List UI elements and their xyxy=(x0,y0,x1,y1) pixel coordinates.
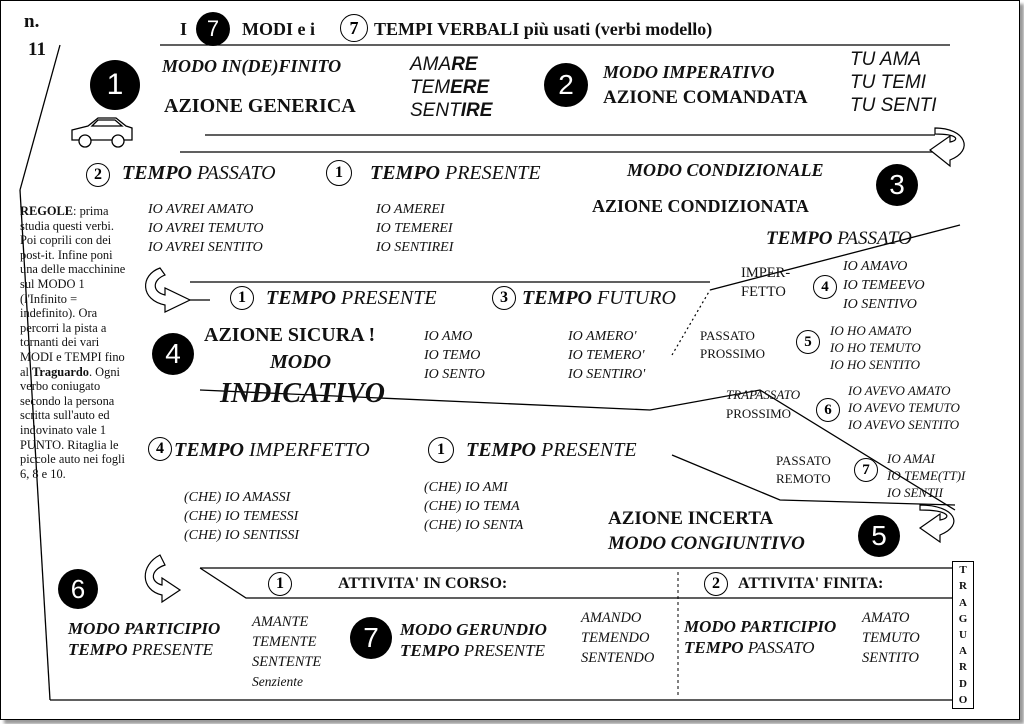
verb-item: TEMENDO xyxy=(581,630,650,646)
participio-title: MODO PARTICIPIO xyxy=(68,619,221,638)
mode-imperativo-title: MODO IMPERATIVO xyxy=(603,62,775,82)
verb-item: (CHE) IO TEMESSI xyxy=(184,509,299,524)
verb-item: IO TEMERO' xyxy=(568,348,645,363)
title-part2: MODI e i xyxy=(242,19,315,39)
infinito-verbs-list xyxy=(410,53,492,122)
mode-infinito-action: AZIONE GENERICA xyxy=(164,95,356,117)
indicativo-title2: INDICATIVO xyxy=(220,378,385,409)
verb-item: IO AVEVO AMATO xyxy=(848,383,951,398)
mode-infinito-title: MODO IN(DE)FINITO xyxy=(162,56,342,76)
tense-header: TEMPO PASSATO xyxy=(122,162,276,184)
congiuntivo-title: MODO CONGIUNTIVO xyxy=(608,533,805,554)
verb-item: AMARE xyxy=(410,54,478,75)
congiuntivo-imperfetto-verbs xyxy=(184,488,299,545)
finish-letter: A xyxy=(959,596,967,609)
finish-letter: O xyxy=(958,693,968,706)
participio-verbs xyxy=(252,612,321,692)
passato-remoto-verbs xyxy=(887,450,965,501)
verb-item: TEMERE xyxy=(410,77,490,98)
tense-number-badge: 7 xyxy=(854,458,878,482)
verb-item: TU AMA xyxy=(850,49,922,70)
finish-letter: D xyxy=(959,677,967,690)
activity-number-badge: 1 xyxy=(268,572,292,596)
mode-number-badge: 1 xyxy=(90,60,140,110)
verb-item: TU TEMI xyxy=(850,72,926,93)
tense-header: TEMPO IMPERFETTO xyxy=(174,439,370,461)
verb-item: IO HO TEMUTO xyxy=(830,340,921,355)
verb-item: IO AVREI AMATO xyxy=(148,202,254,217)
activity-ongoing-label: ATTIVITA' IN CORSO: xyxy=(338,575,508,592)
imperativo-verbs-list xyxy=(850,48,937,117)
gerundio-tense: TEMPO PRESENTE xyxy=(400,641,545,660)
mode-imperativo-action: AZIONE COMANDATA xyxy=(603,87,808,108)
verb-item: TEMENTE xyxy=(252,634,317,650)
imperfetto-verbs xyxy=(843,257,925,314)
verb-item: (CHE) IO AMASSI xyxy=(184,490,291,505)
verb-item: IO AMEREI xyxy=(376,202,445,217)
verb-item: IO SENTIVO xyxy=(843,297,917,312)
tense-header: TEMPO FUTURO xyxy=(522,287,676,309)
trapassato-prossimo-label: TRAPASSATO PROSSIMO xyxy=(726,387,801,421)
verb-item: SENTITO xyxy=(862,650,919,666)
finish-letter: G xyxy=(958,612,968,625)
participio-passato-verbs xyxy=(862,608,920,668)
mode-condizionale-action: AZIONE CONDIZIONATA xyxy=(592,196,809,216)
tense-header: TEMPO PRESENTE xyxy=(370,162,541,184)
finish-letter: R xyxy=(959,661,967,674)
tense-number-badge: 6 xyxy=(816,398,840,422)
mode-number-badge: 7 xyxy=(350,617,392,659)
tense-number-badge: 1 xyxy=(230,286,254,310)
verb-item: IO SENTIREI xyxy=(376,240,454,255)
verb-item: IO AMERO' xyxy=(568,329,637,344)
mode-condizionale-title: MODO CONDIZIONALE xyxy=(627,160,824,180)
verb-item: (CHE) IO SENTISSI xyxy=(184,528,300,543)
past-header: TEMPO PASSATO xyxy=(766,228,912,249)
verb-item: AMANDO xyxy=(581,610,642,626)
participio-passato-tense: TEMPO PASSATO xyxy=(684,638,815,657)
page-number: 11 xyxy=(28,39,46,60)
mode-number-badge: 2 xyxy=(544,63,588,107)
verb-item: IO TEME(TT)I xyxy=(887,468,966,483)
tenses-count-badge: 7 xyxy=(340,14,368,42)
indicativo-title1: MODO xyxy=(270,351,332,373)
condizionale-present-verbs xyxy=(376,200,453,257)
rules-text: REGOLE: prima studia questi verbi. Poi coprili con dei post-it. Infine poni una delle macchinine sul MODO 1 (l'Infinito = indefinito). Ora percorri la pista a tornanti dei vari MODI e TEMPI fino al Traguardo. Ogni verbo coniugato secondo la persona scritta sull'auto ed indovinato vale 1 PUNTO. Ritaglia le piccole auto nei fogli 6, 8 e 10. xyxy=(20,204,126,481)
verb-item: IO AVEVO SENTITO xyxy=(848,417,960,432)
condizionale-past-verbs xyxy=(148,200,263,257)
title-part1: I xyxy=(180,19,188,39)
congiuntivo-present-verbs xyxy=(424,478,523,535)
tense-number-badge: 1 xyxy=(428,437,454,463)
participio-passato-title: MODO PARTICIPIO xyxy=(684,617,837,636)
car-icon xyxy=(72,118,132,147)
verb-item: SENTENDO xyxy=(581,650,655,666)
mode-number-badge: 5 xyxy=(858,515,900,557)
verb-item: TEMUTO xyxy=(862,630,920,646)
gerundio-verbs xyxy=(581,608,654,668)
tense-number-badge: 1 xyxy=(326,160,352,186)
finish-letter: A xyxy=(959,645,967,658)
trapassato-prossimo-verbs xyxy=(848,382,960,433)
tense-header: TEMPO PRESENTE xyxy=(466,439,637,461)
modes-count-badge: 7 xyxy=(196,12,230,46)
verb-item: IO AMAVO xyxy=(843,259,908,274)
mode-number-badge: 3 xyxy=(876,164,918,206)
finish-line-box xyxy=(952,561,974,709)
verb-item: Senziente xyxy=(252,674,303,689)
gerundio-title: MODO GERUNDIO xyxy=(400,620,547,639)
passato-prossimo-label: PASSATO PROSSIMO xyxy=(700,328,766,361)
verb-item: SENTIRE xyxy=(410,100,493,121)
verb-item: (CHE) IO TEMA xyxy=(424,499,520,514)
participio-tense: TEMPO PRESENTE xyxy=(68,640,213,659)
indicativo-action: AZIONE SICURA ! xyxy=(204,324,376,346)
verb-item: IO AVEVO TEMUTO xyxy=(848,400,960,415)
tense-number-badge: 2 xyxy=(86,163,110,187)
imperfetto-label: IMPER- FETTO xyxy=(741,265,791,300)
verb-item: SENTENTE xyxy=(252,654,322,670)
tense-number-badge: 4 xyxy=(813,275,837,299)
mode-number-badge: 4 xyxy=(152,333,194,375)
verb-item: IO SENTII xyxy=(887,485,943,500)
passato-prossimo-verbs xyxy=(830,322,921,373)
mode-number-badge: 6 xyxy=(58,569,98,609)
indicativo-future-verbs xyxy=(568,327,645,384)
tense-number-badge: 4 xyxy=(148,437,172,461)
passato-remoto-label: PASSATO REMOTO xyxy=(776,453,831,486)
verb-item: (CHE) IO AMI xyxy=(424,480,508,495)
verb-item: IO HO AMATO xyxy=(830,323,912,338)
verb-item: IO SENTO xyxy=(424,367,485,382)
verb-item: TU SENTI xyxy=(850,95,937,116)
tense-header: TEMPO PRESENTE xyxy=(266,287,437,309)
verb-item: IO AMO xyxy=(424,329,473,344)
finish-letter: U xyxy=(959,628,967,641)
verb-item: AMANTE xyxy=(252,614,309,630)
verb-item: IO SENTIRO' xyxy=(568,367,646,382)
indicativo-present-verbs xyxy=(424,327,485,384)
finish-letter: R xyxy=(959,580,967,593)
verb-item: IO AMAI xyxy=(887,451,935,466)
verb-item: IO TEMEREI xyxy=(376,221,453,236)
title-part3: TEMPI VERBALI più usati (verbi modello) xyxy=(374,19,713,39)
verb-item: (CHE) IO SENTA xyxy=(424,518,524,533)
verb-item: IO AVREI SENTITO xyxy=(148,240,263,255)
verb-item: AMATO xyxy=(862,610,910,626)
tense-number-badge: 3 xyxy=(492,286,516,310)
verb-item: IO AVREI TEMUTO xyxy=(148,221,264,236)
page-number-label: n. xyxy=(24,11,40,32)
activity-number-badge: 2 xyxy=(704,572,728,596)
activity-finished-label: ATTIVITA' FINITA: xyxy=(738,575,884,592)
verb-item: IO TEMEEVO xyxy=(843,278,925,293)
verb-item: IO TEMO xyxy=(424,348,481,363)
tense-number-badge: 5 xyxy=(796,330,820,354)
finish-letter: T xyxy=(959,564,967,577)
congiuntivo-action: AZIONE INCERTA xyxy=(608,508,774,529)
verb-item: IO HO SENTITO xyxy=(830,357,921,372)
